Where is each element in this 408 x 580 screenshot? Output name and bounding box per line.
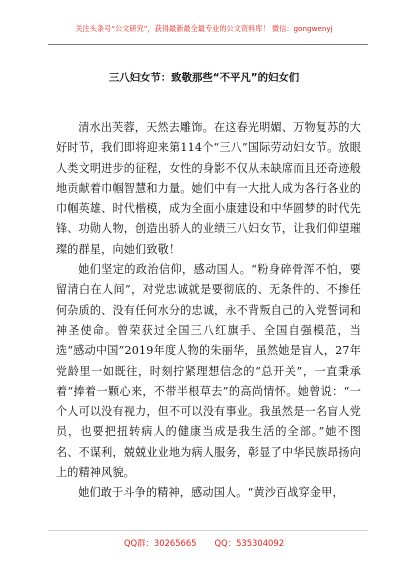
paragraph-fighting-spirit: 她们敢于斗争的精神，感动国人。“黄沙百战穿金甲， xyxy=(78,486,344,500)
qq-contact-label: QQ：535304092 xyxy=(214,538,285,548)
footer-divider xyxy=(48,530,368,531)
paragraph-intro: 清水出芙蓉，天然去雕饰。在这春光明媚、万物复苏的大好时节，我们即将迎来第114个“三八”国际劳动妇女节。放眼人类文明进步的征程，女性的身影不仅从未缺席而且还奇迹般地贡献着巾帼智慧和力量。她们中有一大批人成为各行各业的巾帼英雄、时代楷模，成为全面小康建设和中华圆梦的时代先锋、功勋人物，创造出骄人的业绩三八妇女节，让我们仰望璀璨的群星，向她们致敬！ xyxy=(56,121,361,256)
paragraph-political-faith: 她们坚定的政治信仰，感动国人。“粉身碎骨浑不怕，要留清白在人间”，对党忠诚就是要彻底的、无条件的、不掺任何杂质的、没有任何水分的忠诚，永不背叛自己的入党誓词和神圣使命。曾荣获过全国三八红旗手、全国自强模范，当选“感动中国”2019年度人物的朱丽华，虽然她是盲人，27年党龄里一如既往，时刻拧紧理想信念的“总开关”，一直秉承着“捧着一颗心来，不带半根草去”的高尚情怀。她曾说：“一个人可以没有视力，但不可以没有事业。我虽然是一名盲人党员，也要把扭转病人的健康当成是我生活的全部。”她不图名、不谋利，兢兢业业地为病人服务，彰显了中华民族昂扬向上的精神风貌。 xyxy=(56,263,361,480)
promo-banner: 关注头条号“公文研究”，获得最新最全最专业的公文资料库！ 微信：gongwenyj xyxy=(75,24,333,33)
page-footer xyxy=(0,537,408,549)
article-body xyxy=(56,118,361,504)
qq-group-label: QQ群：30265665 xyxy=(123,538,197,548)
header-divider xyxy=(48,44,368,45)
article-title: 三八妇女节：致敬那些“不平凡”的妇女们 xyxy=(108,72,300,84)
